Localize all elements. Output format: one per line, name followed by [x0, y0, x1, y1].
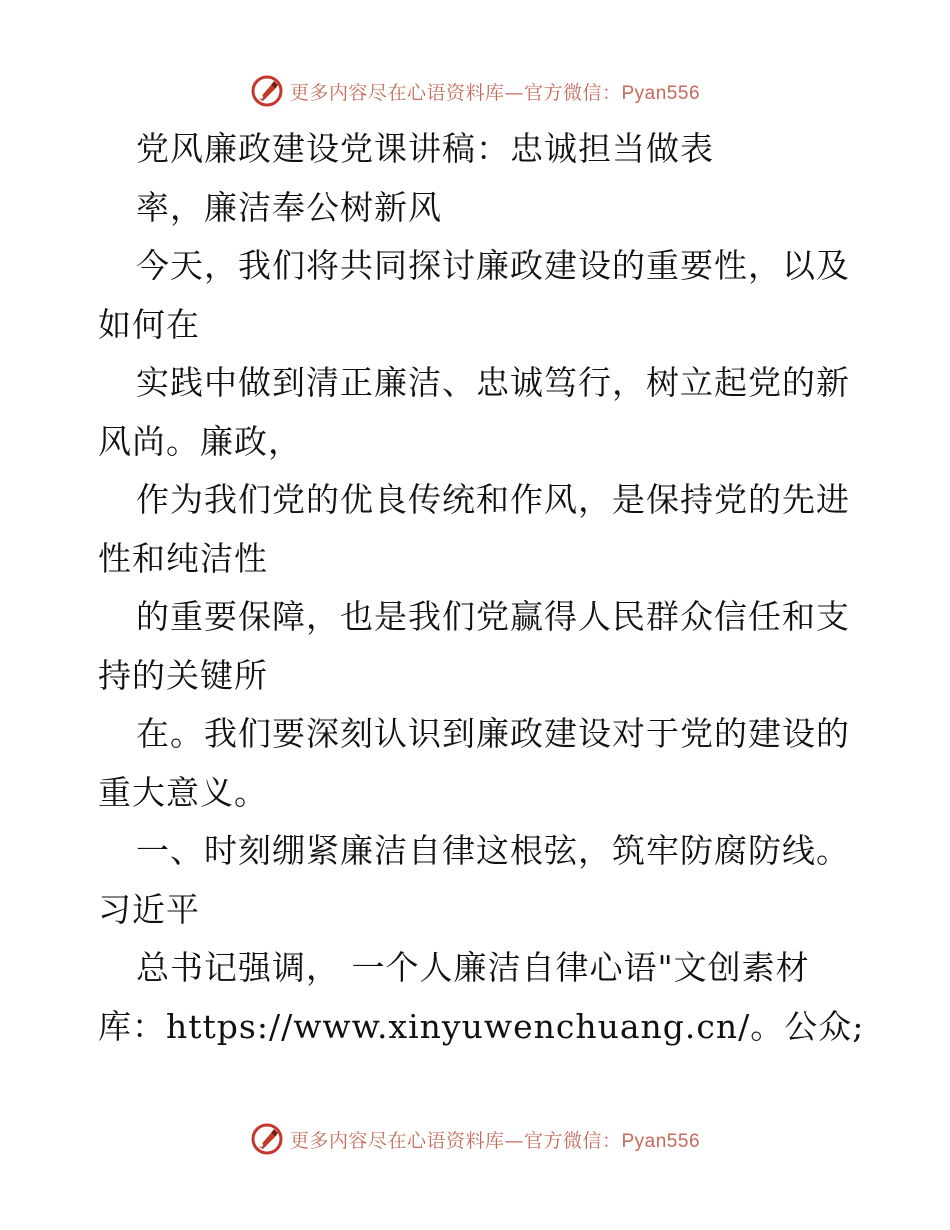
- title-line-2: 率，廉洁奉公树新风: [136, 187, 442, 227]
- header-wechat-label: 官方微信：: [523, 81, 622, 104]
- footer-wechat-label: 官方微信：: [523, 1129, 622, 1152]
- paragraph-line: 风尚。廉政，: [98, 421, 302, 461]
- header-site-text: 更多内容尽在心语资料库: [289, 81, 505, 104]
- header-banner: [0, 69, 950, 113]
- footer-banner-text: [290, 1126, 700, 1153]
- header-separator: —: [504, 81, 524, 104]
- paragraph-line: 作为我们党的优良传统和作风，是保持党的先进: [136, 480, 850, 519]
- paragraph-line: 性和纯洁性: [98, 538, 268, 578]
- paragraph-line: 实践中做到清正廉洁、忠诚笃行，树立起党的新: [136, 363, 850, 402]
- footer-site-text: 更多内容尽在心语资料库: [289, 1129, 505, 1152]
- footer-banner: [0, 1117, 950, 1161]
- pen-logo-icon: [250, 74, 284, 108]
- document-body: [98, 120, 865, 1056]
- paragraph-line: 重大意义。: [98, 772, 268, 812]
- section-heading-line: 一、时刻绷紧廉洁自律这根弦，筑牢防腐防线。: [136, 831, 850, 870]
- paragraph-line: 持的关键所: [98, 655, 268, 695]
- header-banner-text: [290, 78, 700, 105]
- pen-logo-icon: [250, 1122, 284, 1156]
- paragraph-line: 习近平: [98, 889, 200, 929]
- title-line-1: 党风廉政建设党课讲稿：忠诚担当做表: [136, 129, 714, 168]
- paragraph-line: 今天，我们将共同探讨廉政建设的重要性，以及: [136, 246, 850, 285]
- paragraph-line: 如何在: [98, 304, 200, 344]
- header-wechat-id: Pyan556: [621, 82, 701, 104]
- paragraph-line-with-url: 库：https://www.xinyuwenchuang.cn/。公众;: [98, 1006, 865, 1046]
- paragraph-line: 的重要保障，也是我们党赢得人民群众信任和支: [136, 597, 850, 636]
- footer-separator: —: [504, 1129, 524, 1152]
- footer-wechat-id: Pyan556: [621, 1130, 701, 1152]
- paragraph-line: 总书记强调， 一个人廉洁自律心语"文创素材: [136, 948, 810, 987]
- paragraph-line: 在。我们要深刻认识到廉政建设对于党的建设的: [136, 714, 850, 753]
